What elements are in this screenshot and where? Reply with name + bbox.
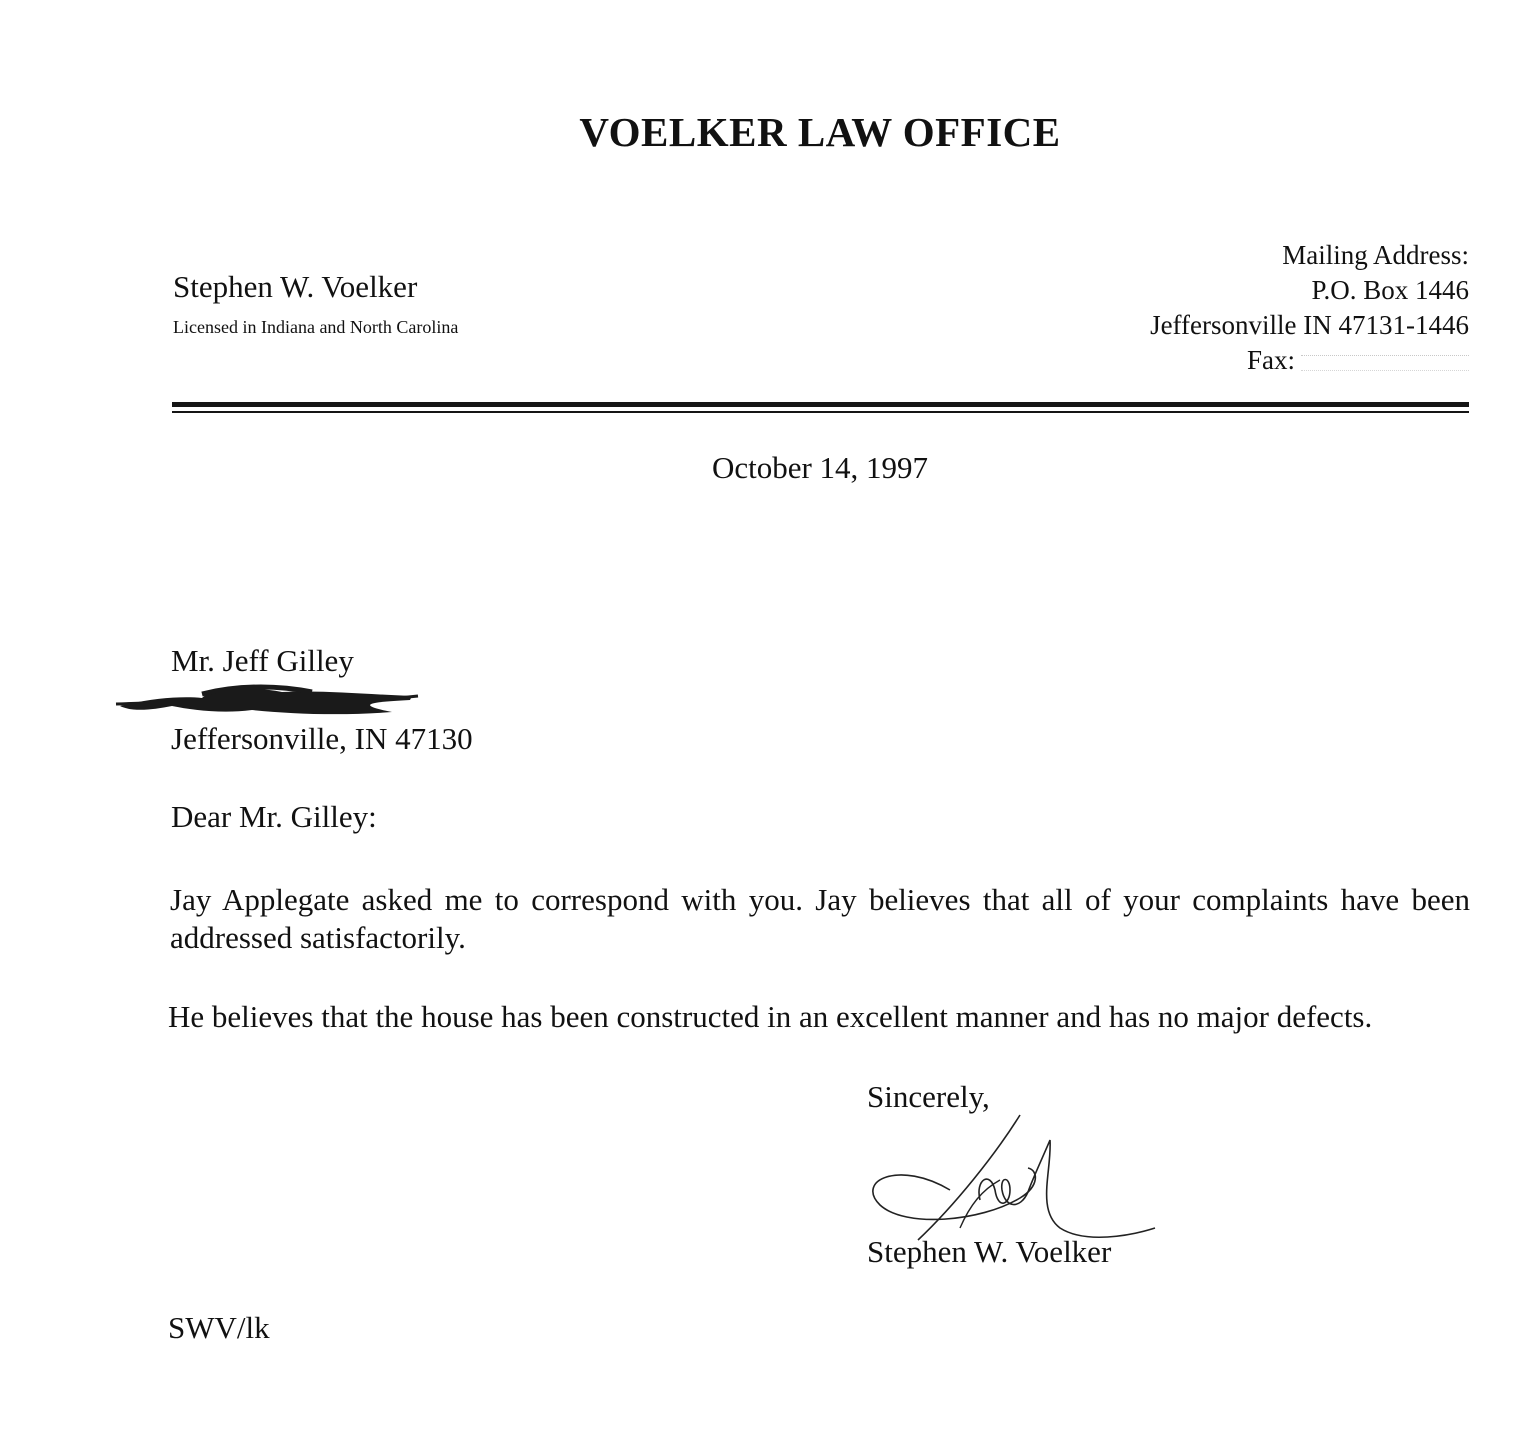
signer-name: Stephen W. Voelker — [867, 1234, 1112, 1269]
firm-name: VOELKER LAW OFFICE — [579, 109, 1061, 155]
mailing-address-block — [1150, 238, 1469, 378]
address-city-line: Jeffersonville IN 47131-1446 — [1150, 310, 1469, 340]
closing: Sincerely, — [867, 1079, 990, 1114]
body-paragraph-1: Jay Applegate asked me to correspond with you. Jay believes that all of your complaints have been addressed satisfactorily. — [170, 882, 1470, 955]
fax-label: Fax: — [1246, 345, 1295, 375]
fax-number-redacted — [1301, 355, 1469, 371]
redacted-street-address — [112, 680, 422, 720]
attorney-name: Stephen W. Voelker — [173, 269, 418, 304]
recipient-name: Mr. Jeff Gilley — [171, 643, 354, 678]
mailing-address-label: Mailing Address: — [1282, 240, 1469, 270]
body-paragraph-2: He believes that the house has been constructed in an excellent manner and has no major defects. — [168, 999, 1373, 1034]
license-note: Licensed in Indiana and North Carolina — [173, 317, 459, 337]
recipient-city-line: Jeffersonville, IN 47130 — [171, 721, 473, 756]
salutation: Dear Mr. Gilley: — [171, 799, 377, 834]
po-box: P.O. Box 1446 — [1311, 275, 1469, 305]
reference-initials: SWV/lk — [168, 1310, 270, 1345]
letterhead-rule-thin — [172, 411, 1469, 413]
letter-date: October 14, 1997 — [711, 450, 929, 485]
letterhead-rule-thick — [172, 402, 1469, 407]
fax-line — [1150, 343, 1469, 378]
